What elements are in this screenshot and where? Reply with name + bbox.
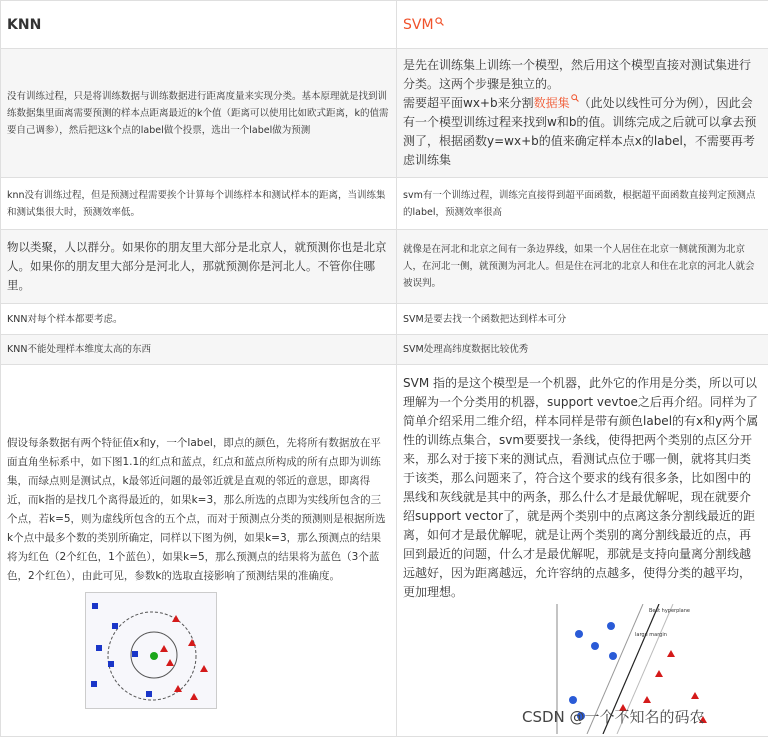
table-row [1, 49, 768, 178]
knn-cell: 没有训练过程，只是将训练数据与训练数据进行距离度量来实现分类。基本原理就是找到训练数据集里面离需要预测的样本点距离最近的k个值（距离可以使用比如欧式距离，k的值需要自己调参），然后把这k个点的label做个投票，选出一个label做为预测 [1, 49, 397, 178]
blue-point [146, 691, 152, 697]
red-point [174, 685, 182, 692]
svm-text-a: 是先在训练集上训练一个模型，然后用这个模型直接对测试集进行分类。这两个步骤是独立的。 [403, 58, 752, 91]
knn-cell: KNN对每个样本都要考虑。 [1, 304, 397, 335]
knn-header: KNN [1, 1, 397, 49]
svm-cell: SVM是要去找一个函数把达到样本可分 [397, 304, 768, 335]
knn-scatter-plot [86, 593, 216, 708]
table-row [1, 304, 768, 335]
red-point [172, 615, 180, 622]
blue-point [91, 681, 97, 687]
blue-point [609, 652, 617, 660]
search-icon[interactable] [435, 17, 444, 26]
best-hyperplane-label: Best hyperplane [649, 607, 690, 614]
knn-cell: KNN不能处理样本维度太高的东西 [1, 335, 397, 365]
red-point [160, 645, 168, 652]
large-margin-label: large margin [635, 631, 667, 638]
red-point [643, 696, 651, 703]
red-point [166, 659, 174, 666]
blue-point [607, 622, 615, 630]
knn-figure [85, 592, 217, 709]
svm-cell: SVM处理高纬度数据比较优秀 [397, 335, 768, 365]
svm-cell [397, 365, 768, 737]
svm-text-b1: 需要超平面wx+b来分割 [403, 96, 534, 110]
red-point [691, 692, 699, 699]
blue-point [112, 623, 118, 629]
test-point [150, 652, 158, 660]
svm-header-label[interactable]: SVM [403, 16, 434, 33]
table-row [1, 178, 768, 230]
svm-cell [397, 49, 768, 178]
svm-cell: 就像是在河北和北京之间有一条边界线，如果一个人居住在北京一侧就预测为北京人，在河北一侧，就预测为河北人。但是住在河北的北京人和住在北京的河北人就会被误判。 [397, 230, 768, 304]
csdn-watermark: CSDN @一个不知名的码农 [522, 708, 705, 726]
red-point [667, 650, 675, 657]
blue-point [96, 645, 102, 651]
red-point [655, 670, 663, 677]
blue-point [569, 696, 577, 704]
blue-point [132, 651, 138, 657]
knn-cell: knn没有训练过程，但是预测过程需要挨个计算每个训练样本和测试样本的距离，当训练集和测试集很大时，预测效率低。 [1, 178, 397, 230]
dataset-link[interactable]: 数据集 [533, 96, 570, 110]
table-header-row [1, 1, 768, 49]
red-point [200, 665, 208, 672]
table-row [1, 230, 768, 304]
svm-text-b [403, 94, 762, 170]
blue-point [108, 661, 114, 667]
red-point [188, 639, 196, 646]
knn-cell: 物以类聚，人以群分。如果你的朋友里大部分是北京人，就预测你也是北京人。如果你的朋友里大部分是河北人，那就预测你是河北人。不管你住哪里。 [1, 230, 397, 304]
blue-point [92, 603, 98, 609]
table-row [1, 365, 768, 737]
blue-point [591, 642, 599, 650]
blue-point [575, 630, 583, 638]
knn-cell [1, 365, 397, 737]
svm-cell: svm有一个训练过程，训练完直接得到超平面函数，根据超平面函数直接判定预测点的label，预测效率很高 [397, 178, 768, 230]
red-point [190, 693, 198, 700]
svm-header[interactable] [397, 1, 768, 49]
svm-long-text: SVM 指的是这个模型是一个机器，此外它的作用是分类，所以可以理解为一个分类用的机器，support vevtoe之后再介绍。同样为了简单介绍采用二维介绍，样本同样是带有颜色label的有x和y两个属性的训练点集合，svm要要找一条线，使得把两个类别的点区分开来，那么对于接下来的测试点，看测试点位于哪一侧，就将其归类于该类，那么问题来了，符合这个要求的线有很多条，比如图中的黑线和灰线就是其中的两条，那么什么才是最优解呢，现在就要介绍support vector了，就是两个类别中的点离这条分割线最近的距离，如何才是最优解呢，就是让两个类别的离分割线最近的点，再回到最近的问题，什么才是最优解呢，那就是支持向量离分割线越远越好，因为距离越远，允许容纳的点越多，使得分类的越平均，更加理想。 [403, 375, 759, 599]
search-icon[interactable] [571, 94, 579, 102]
table-row [1, 335, 768, 365]
knn-long-text: 假设每条数据有两个特征值x和y，一个label，即点的颜色，先将所有数据放在平面直角坐标系中，如下图1.1的红点和蓝点，红点和蓝点所构成的所有点即为训练集，而绿点则是测试点，k最邻近问题的最邻近就是直观的邻近的意思，即离得近，而k指的是找几个离得最近的，如果k=3，那么所选的点即为实线所包含的三个点，若k=5，则为虚线所包含的五个点，而对于预测点分类的预测则是根据所选k个点中最多个数的类别所确定，同样以下图为例，如果k=3，那么预测点的结果将为红色（2个红色，1个蓝色），如果k=5，那么预测点的结果将为蓝色（3个蓝色，2个红色），由此可见，参数k的选取直接影响了预测结果的准确度。 [7, 437, 386, 582]
svm-text-b2: （此处以线性可分为例），因此会有一个模型训练过程来找到w和b的值。训练完成之后就可以拿去预测了，根据函数y=wx+b的值来确定样本点x的label，不需要再考虑训练集 [403, 96, 757, 167]
